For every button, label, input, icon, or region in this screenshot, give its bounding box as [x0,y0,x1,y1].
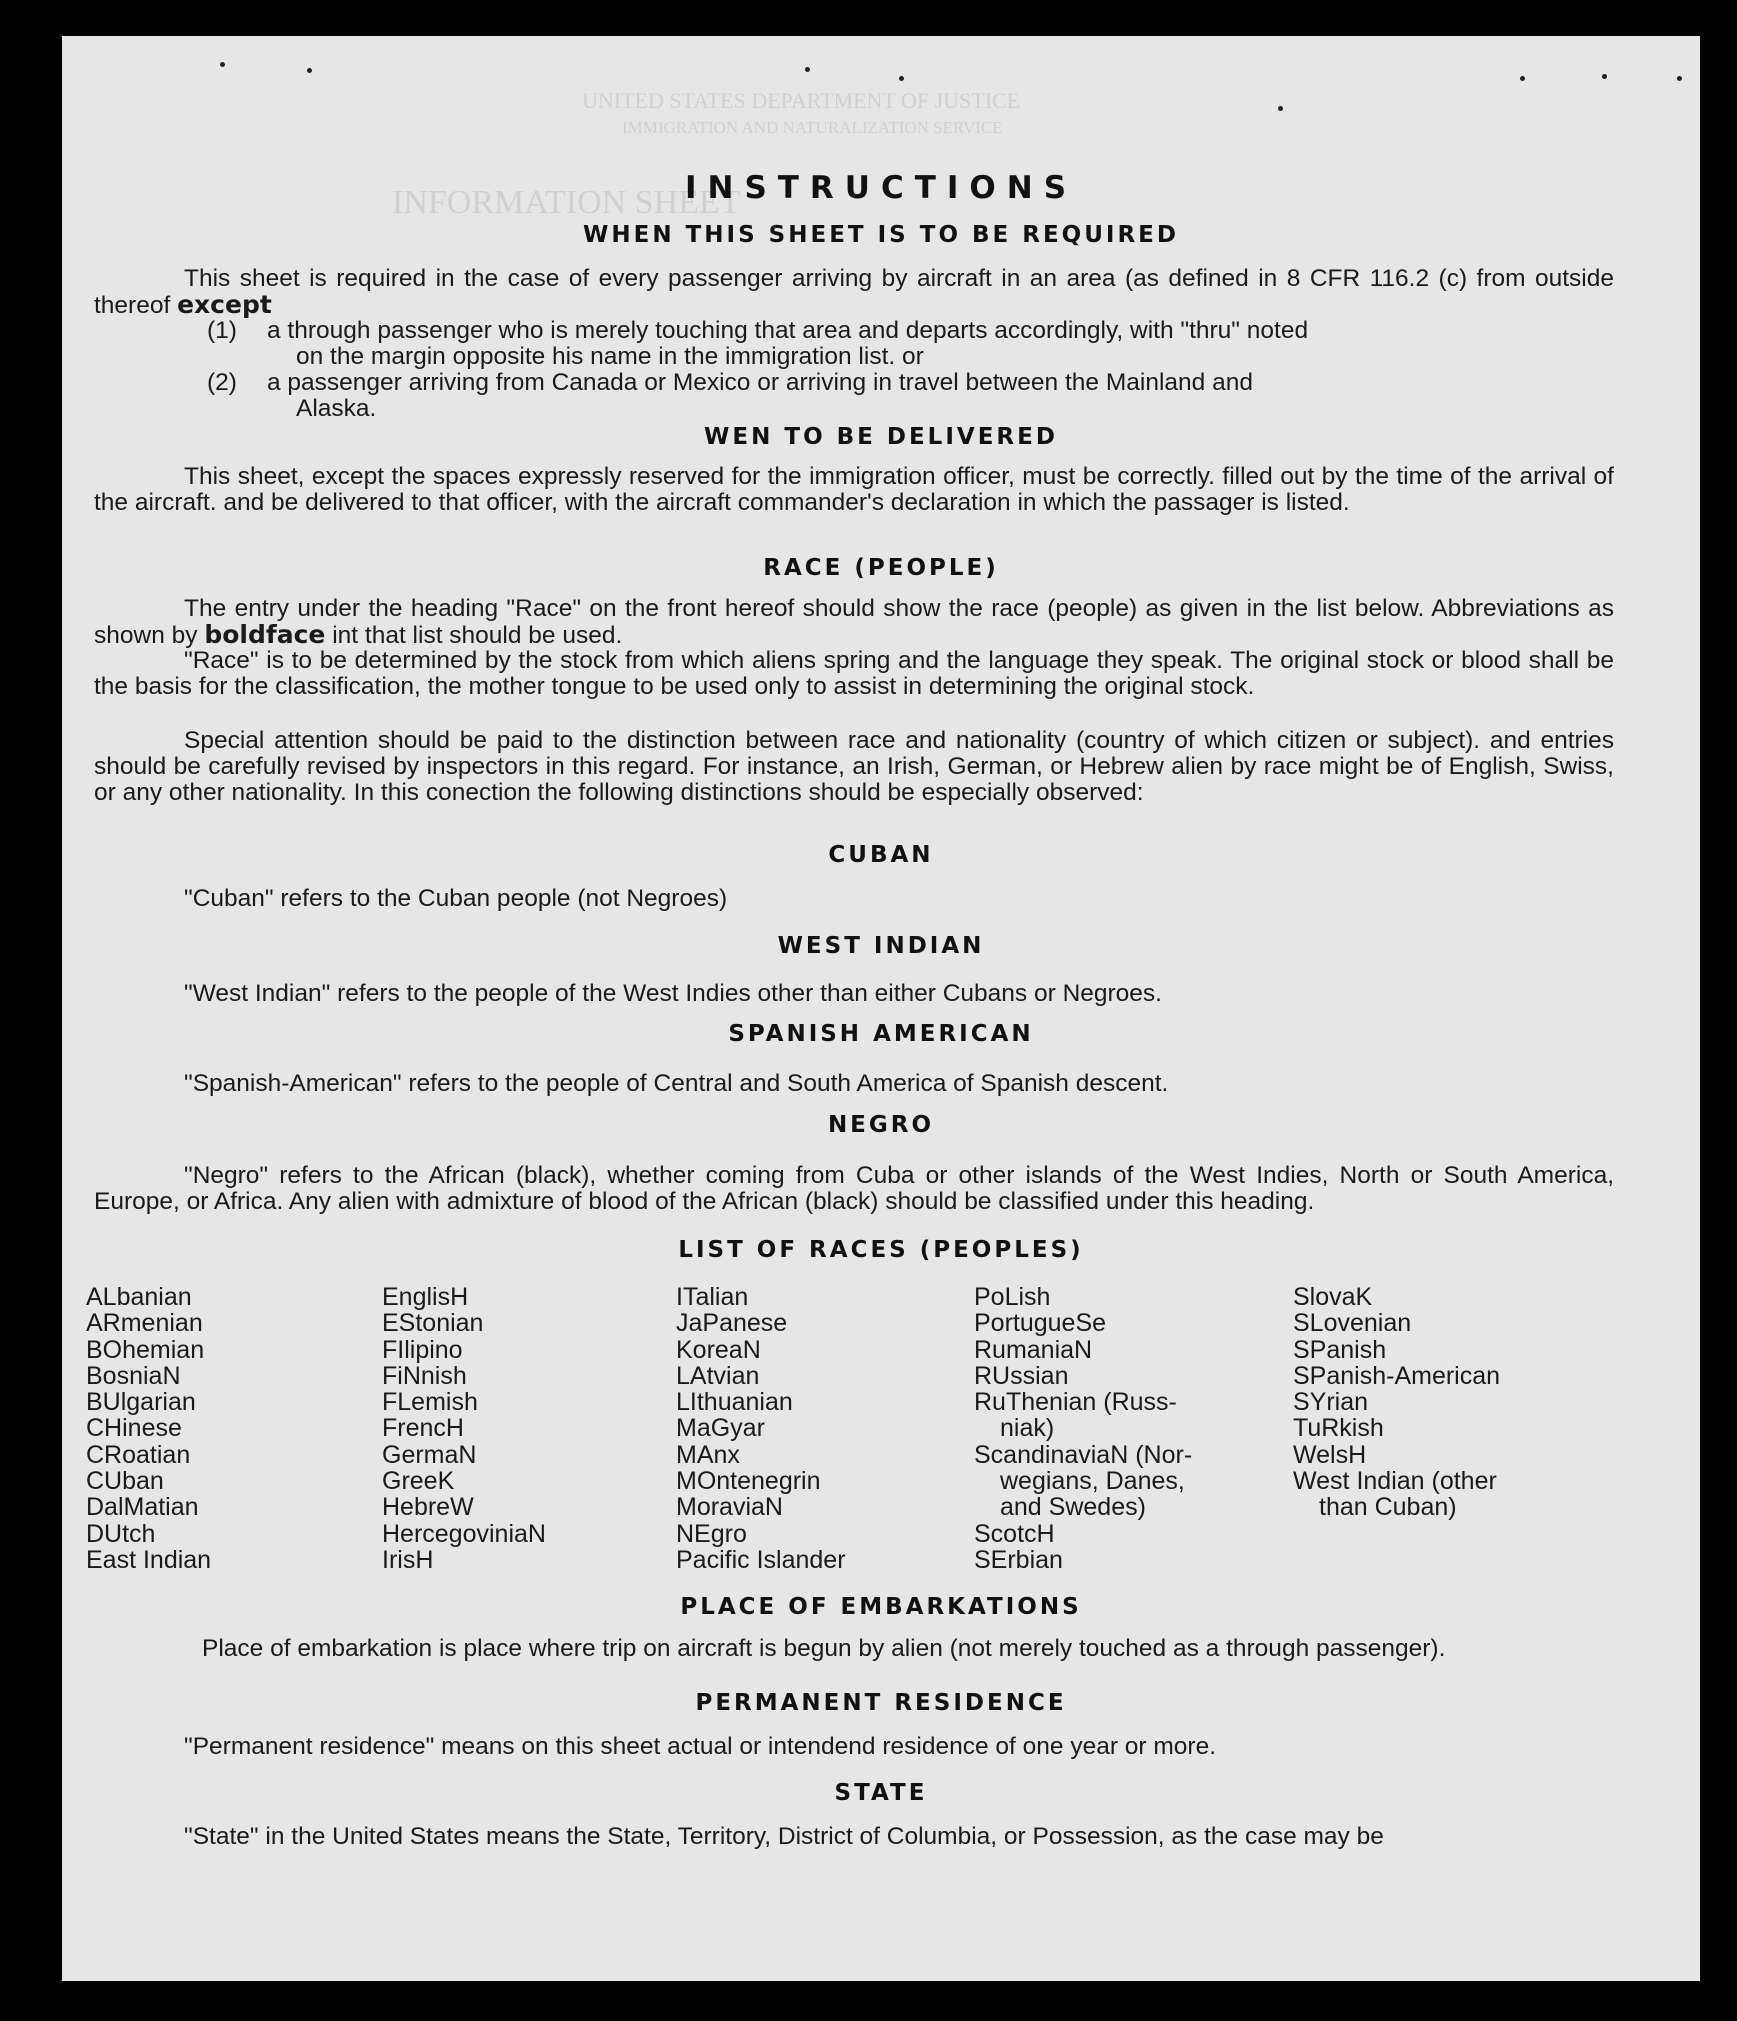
race-name: RUssian [974,1361,1069,1390]
race-name: CUban [86,1467,164,1496]
heading-permanent-residence: PERMANENT RESIDENCE [695,1690,1067,1716]
race-name-continuation: niak) [1000,1414,1055,1443]
races-column-3 [676,1284,846,1573]
heading-west-indian: WEST INDIAN [777,933,985,959]
document-page [62,36,1700,1981]
heading-when-required: WHEN THIS SHEET IS TO BE REQUIRED [583,222,1179,248]
race-name: RuThenian (Russ- [974,1388,1177,1417]
race-name: GermaN [382,1440,477,1469]
race-p1-text-end: int that list should be used. [332,622,623,649]
race-name: West Indian (other [1293,1467,1497,1496]
race-name: Pacific Islander [676,1545,846,1574]
race-name: EnglisH [382,1283,469,1311]
race-name: SPanish [1293,1335,1387,1364]
race-name: PoLish [974,1283,1051,1311]
required-intro-except: except [177,290,272,319]
speck [899,76,904,81]
required-item-2 [207,370,1615,422]
item-continuation: on the margin opposite his name in the immigration list. or [296,343,924,370]
race-name: CRoatian [86,1440,191,1469]
race-name: BOhemian [86,1335,205,1364]
race-name-continuation: and Swedes) [1000,1493,1146,1522]
race-name: PortugueSe [974,1309,1107,1338]
heading-spanish-american: SPANISH AMERICAN [728,1021,1034,1047]
race-name-continuation: wegians, Danes, [1000,1467,1185,1496]
race-name: HebreW [382,1493,474,1522]
race-name: TuRkish [1293,1414,1384,1443]
race-name: FiNnish [382,1361,467,1390]
west-indian-text: "West Indian" refers to the people of the West Indies other than either Cubans or Negroes. [184,980,1162,1007]
state-text: "State" in the United States means the State, Territory, District of Columbia, or Possession, as the case may be [184,1823,1384,1850]
race-name: GreeK [382,1467,455,1496]
race-paragraph-3: Special attention should be paid to the distinction between race and nationality (country of which citizen or subject). and entries should be carefully revised by inspectors in this regard. For instance, an Irish, German, or Hebrew alien by race might be of English, Swiss, or any other nationality. In this conection the following distinctions should be especially observed: [94,727,1614,806]
race-name: DUtch [86,1519,156,1548]
race-paragraph-1 [94,596,1614,649]
speck [1520,76,1525,81]
spanish-american-text: "Spanish-American" refers to the people of Central and South America of Spanish descent. [184,1070,1169,1097]
race-name: ScotcH [974,1519,1055,1548]
race-name: ScandinaviaN (Nor- [974,1440,1193,1469]
race-name: ITalian [676,1283,749,1311]
heading-race: RACE (PEOPLE) [763,555,999,581]
race-name: SLovenian [1293,1309,1412,1338]
item-number: (2) [207,369,237,396]
race-name: LIthuanian [676,1388,793,1417]
race-name: BosniaN [86,1361,181,1390]
race-name: RumaniaN [974,1335,1093,1364]
delivered-text: This sheet, except the spaces expressly reserved for the immigration officer, must be correctly. filled out by the time of the arrival of the aircraft. and be delivered to that officer, with the aircraft commander's declaration in which the passager is listed. [94,463,1614,516]
races-column-1 [86,1284,211,1573]
item-continuation: Alaska. [296,395,377,422]
race-name: SErbian [974,1545,1063,1574]
race-name: SlovaK [1293,1283,1373,1311]
race-name: BUlgarian [86,1388,196,1417]
negro-text: "Negro" refers to the African (black), whether coming from Cuba or other islands of the West Indies, North or South America, Europe, or Africa. Any alien with admixture of blood of the African (black) should be classified under this heading. [94,1162,1614,1215]
race-name: SYrian [1293,1388,1369,1417]
race-name: MOntenegrin [676,1467,821,1496]
speck [805,67,810,72]
bleed-through-line-3: INFORMATION SHEET [392,184,741,221]
race-name: East Indian [86,1545,212,1574]
race-name: FLemish [382,1388,478,1417]
race-name: SPanish-American [1293,1361,1501,1390]
item-text: a passenger arriving from Canada or Mexico or arriving in travel between the Mainland and [267,369,1253,396]
race-name: MAnx [676,1440,740,1469]
required-intro-text: This sheet is required in the case of every passenger arriving by aircraft in an area (as defined in 8 CFR 116.2 (c) from outside thereof [94,265,1614,319]
bleed-through-line-1: UNITED STATES DEPARTMENT OF JUSTICE [582,88,1021,113]
heading-state: STATE [834,1780,928,1806]
race-name: JaPanese [676,1309,788,1338]
race-name: HercegoviniaN [382,1519,546,1548]
race-name: FIlipino [382,1335,463,1364]
race-name: NEgro [676,1519,747,1548]
race-name: IrisH [382,1545,434,1574]
required-intro [94,266,1614,319]
race-name: DalMatian [86,1493,199,1522]
speck [1278,106,1283,111]
item-number: (1) [207,317,237,344]
race-name: FrencH [382,1414,464,1443]
race-name: ARmenian [86,1309,203,1338]
race-name: MaGyar [676,1414,765,1443]
heading-negro: NEGRO [827,1112,935,1138]
speck [1602,74,1607,79]
races-column-5 [1293,1284,1500,1521]
heading-list-of-races: LIST OF RACES (PEOPLES) [678,1237,1084,1263]
bleed-through-line-2: IMMIGRATION AND NATURALIZATION SERVICE [622,118,1003,137]
speck [1677,76,1682,81]
race-p1-text: The entry under the heading "Race" on the front hereof should show the race (people) as given in the list below. Abbreviations as shown by [94,595,1614,649]
race-name: CHinese [86,1414,182,1443]
race-name: LAtvian [676,1361,760,1390]
speck [220,62,225,67]
item-text: a through passenger who is merely touching that area and departs accordingly, with "thru" noted [267,317,1309,344]
heading-cuban: CUBAN [828,842,934,868]
race-name: KoreaN [676,1335,761,1364]
cuban-text: "Cuban" refers to the Cuban people (not Negroes) [184,885,728,912]
speck [307,68,312,73]
race-name: ALbanian [86,1283,192,1311]
races-column-2 [382,1284,546,1573]
heading-when-delivered: WEN TO BE DELIVERED [704,424,1058,450]
residence-text: "Permanent residence" means on this sheet actual or intendend residence of one year or more. [184,1733,1217,1760]
embarkation-text: Place of embarkation is place where trip on aircraft is begun by alien (not merely touched as a through passenger). [202,1635,1446,1662]
race-p1-boldface: boldface [204,620,326,649]
race-name: WelsH [1293,1440,1367,1469]
heading-place-of-embarkations: PLACE OF EMBARKATIONS [680,1594,1082,1620]
race-paragraph-2: "Race" is to be determined by the stock from which aliens spring and the language they speak. The original stock or blood shall be the basis for the classification, the mother tongue to be used only to assist in determining the original stock. [94,647,1614,700]
required-item-1 [207,318,1615,370]
races-column-4 [974,1284,1192,1573]
race-name-continuation: than Cuban) [1319,1493,1457,1522]
race-name: EStonian [382,1309,484,1338]
race-name: MoraviaN [676,1493,783,1522]
page-title: INSTRUCTIONS [684,170,1078,206]
